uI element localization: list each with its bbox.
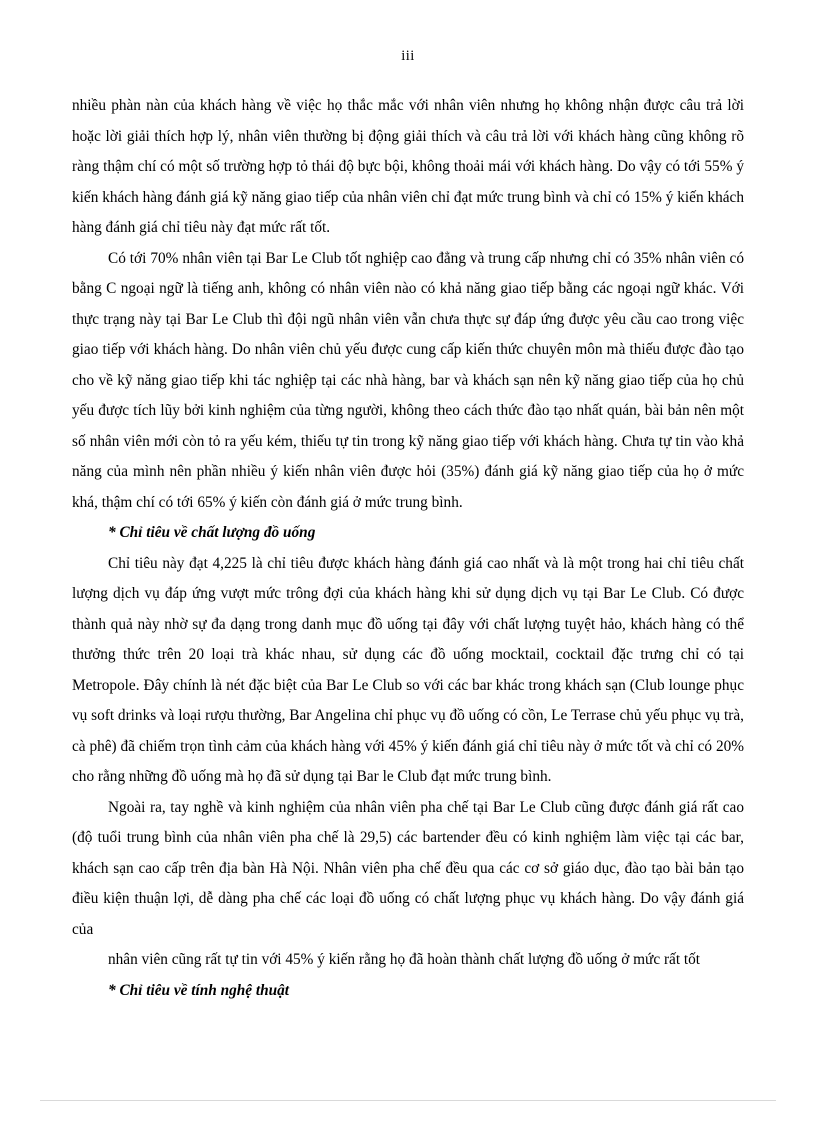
footer-divider [40, 1100, 776, 1101]
paragraph: Có tới 70% nhân viên tại Bar Le Club tốt nghiệp cao đẳng và trung cấp nhưng chỉ có 35% nhân viên có bằng C ngoại ngữ là tiếng anh, không có nhân viên nào có khả năng giao tiếp bằng các ngoại ngữ khác. Với thực trạng này tại Bar Le Club thì đội ngũ nhân viên vẫn chưa thực sự đáp ứng được yêu cầu cao trong việc giao tiếp với khách hàng. Do nhân viên chủ yếu được cung cấp kiến thức chuyên môn mà thiếu được đào tạo cho về kỹ năng giao tiếp khi tác nghiệp tại các nhà hàng, bar và khách sạn nên kỹ năng giao tiếp của họ chủ yếu được tích lũy bởi kinh nghiệm của từng người, không theo cách thức đào tạo nhất quán, bài bản nên một số nhân viên mới còn tỏ ra yếu kém, thiếu tự tin trong kỹ năng giao tiếp với khách hàng. Chưa tự tin vào khả năng của mình nên phần nhiều ý kiến nhân viên được hỏi (35%) đánh giá kỹ năng giao tiếp của họ ở mức khá, thậm chí có tới 65% ý kiến còn đánh giá ở mức trung bình. [72, 249, 744, 511]
paragraph: Chỉ tiêu này đạt 4,225 là chỉ tiêu được khách hàng đánh giá cao nhất và là một trong hai chỉ tiêu chất lượng dịch vụ đáp ứng vượt mức trông đợi của khách hàng khi sử dụng dịch vụ tại Bar Le Club. Có được thành quả này nhờ sự đa dạng trong danh mục đồ uống tại đây với chất lượng tuyệt hảo, khách hàng có thể thưởng thức trên 20 loại trà khác nhau, sử dụng các đồ uống mocktail, cocktail đặc trưng chỉ có tại Metropole. Đây chính là nét đặc biệt của Bar Le Club so với các bar khác trong khách sạn (Club lounge phục vụ soft drinks và loại rượu thường, Bar Angelina chỉ phục vụ đồ uống có cồn, Le Terrase chủ yếu phục vụ trà, cà phê) đã chiếm trọn tình cảm của khách hàng với 45% ý kiến đánh giá chỉ tiêu này ở mức tốt và chỉ có 20% cho rằng những đồ uống mà họ đã sử dụng tại Bar le Club đạt mức trung bình. [72, 554, 744, 785]
document-body [72, 91, 744, 1006]
paragraph: nhiều phàn nàn của khách hàng về việc họ thắc mắc với nhân viên nhưng họ không nhận được câu trả lời hoặc lời giải thích hợp lý, nhân viên thường bị động giải thích và câu trả lời với khách hàng cũng không rõ ràng thậm chí có một số trường hợp tỏ thái độ bực bội, không thoải mái với khách hàng. Do vậy có tới 55% ý kiến khách hàng đánh giá kỹ năng giao tiếp của nhân viên chỉ đạt mức trung bình và chỉ có 15% ý kiến khách hàng đánh giá chỉ tiêu này đạt mức rất tốt. [72, 97, 744, 236]
page-number: iii [401, 48, 415, 64]
section-heading: * Chỉ tiêu về chất lượng đồ uống [108, 524, 316, 541]
paragraph: nhân viên cũng rất tự tin với 45% ý kiến rằng họ đã hoàn thành chất lượng đồ uống ở mức rất tốt [108, 951, 701, 968]
section-heading: * Chỉ tiêu về tính nghệ thuật [108, 981, 290, 999]
paragraph: Ngoài ra, tay nghề và kinh nghiệm của nhân viên pha chế tại Bar Le Club cũng được đánh giá rất cao (độ tuổi trung bình của nhân viên pha chế là 29,5) các bartender đều có kinh nghiệm làm việc tại các bar, khách sạn cao cấp trên địa bàn Hà Nội. Nhân viên pha chế đều qua các cơ sở giáo dục, đào tạo bài bản tạo điều kiện thuận lợi, dễ dàng pha chế các loại đồ uống có chất lượng phục vụ khách hàng. Do vậy đánh giá của [72, 798, 744, 938]
